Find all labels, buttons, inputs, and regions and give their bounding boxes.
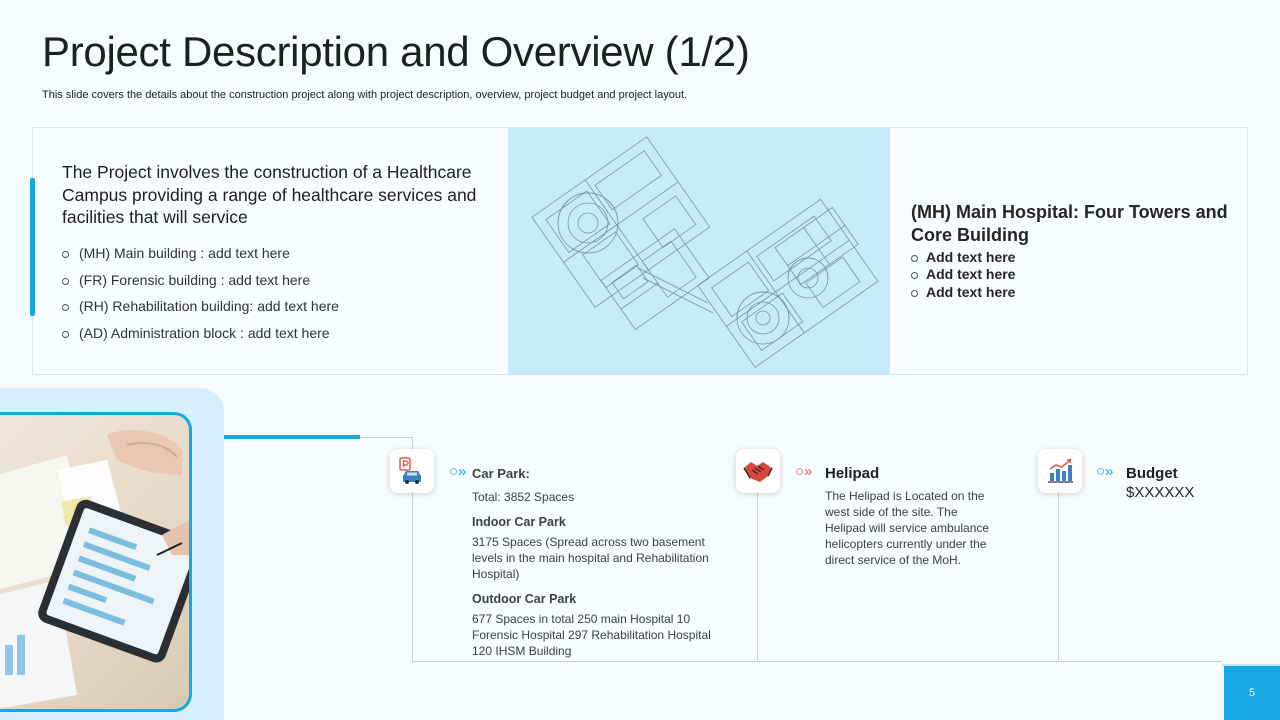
list-item: (RH) Rehabilitation building: add text here: [62, 293, 339, 320]
building-list: [62, 240, 339, 346]
helipad-icon-box: [736, 449, 780, 493]
connector-line: [224, 435, 360, 439]
car-park-title: Car Park:: [472, 466, 530, 481]
bullet-circle-icon: [62, 251, 69, 258]
tablet-photo: [0, 412, 192, 712]
list-item: (AD) Administration block : add text here: [62, 320, 339, 347]
page-title: Project Description and Overview (1/2): [42, 28, 750, 75]
tablet-illustration: [0, 415, 189, 709]
car-park-total: Total: 3852 Spaces: [472, 490, 575, 504]
page-subtitle: This slide covers the details about the construction project along with project description, overview, project budget and project layout.: [42, 89, 688, 101]
bullet-circle-icon: [62, 278, 69, 285]
handshake-icon: [742, 456, 774, 486]
budget-title: Budget: [1126, 465, 1178, 482]
indoor-car-park-text: 3175 Spaces (Spread across two basement levels in the main hospital and Rehabilitation Hospital): [472, 535, 709, 581]
floor-plan-drawing: [508, 128, 890, 374]
divider: [757, 493, 758, 661]
bullet-circle-icon: [911, 255, 918, 262]
connector-line: [360, 437, 412, 438]
chevron-right-icon: ○»: [449, 463, 467, 480]
section-frame-bottom: [412, 661, 1222, 662]
car-park-icon-box: [390, 449, 434, 493]
bullet-circle-icon: [62, 304, 69, 311]
outdoor-car-park-text: 677 Spaces in total 250 main Hospital 10 Forensic Hospital 297 Rehabilitation Hospital 120 IHSM Building: [472, 612, 711, 658]
list-item: Add text here: [911, 248, 1015, 266]
bullet-circle-icon: [911, 272, 918, 279]
outdoor-car-park-title: Outdoor Car Park: [472, 592, 577, 606]
intro-text: The Project involves the construction of a Healthcare Campus providing a range of healthcare services and facilities that will service: [62, 162, 477, 227]
bullet-circle-icon: [911, 290, 918, 297]
main-hospital-list: [911, 248, 1015, 301]
chevron-right-icon: ○»: [1096, 463, 1114, 480]
main-hospital-heading: (MH) Main Hospital: Four Towers and Core Building: [911, 202, 1228, 245]
list-item: Add text here: [911, 266, 1015, 284]
budget-icon-box: [1038, 449, 1082, 493]
blueprint-image: [508, 128, 890, 374]
list-item: Add text here: [911, 283, 1015, 301]
budget-value: $XXXXXX: [1126, 484, 1195, 501]
indoor-car-park-title: Indoor Car Park: [472, 515, 566, 529]
chevron-right-icon: ○»: [795, 463, 813, 480]
helipad-title: Helipad: [825, 465, 880, 482]
parking-car-icon: [397, 456, 427, 486]
list-item: (FR) Forensic building : add text here: [62, 267, 339, 294]
helipad-text: The Helipad is Located on the west side of the site. The Helipad will service ambulance helicopters currently under the direct service of the MoH.: [825, 489, 990, 567]
list-item: (MH) Main building : add text here: [62, 240, 339, 267]
divider: [1058, 493, 1059, 661]
bar-chart-icon: [1045, 456, 1075, 486]
bullet-circle-icon: [62, 331, 69, 338]
page-number: 5: [1224, 666, 1280, 720]
accent-bar: [30, 178, 35, 316]
